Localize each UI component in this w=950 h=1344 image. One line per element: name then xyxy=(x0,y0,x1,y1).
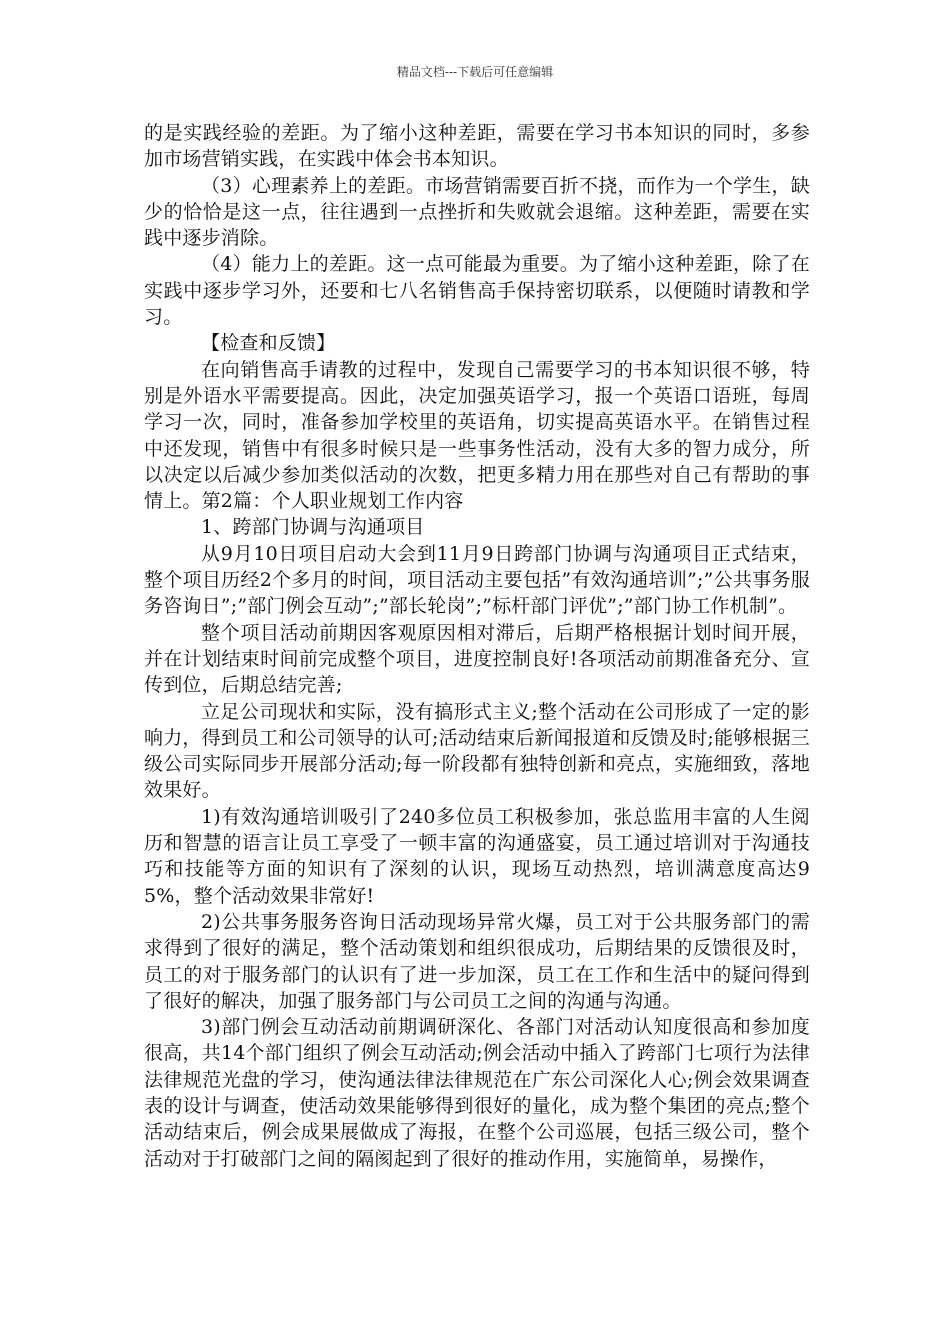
paragraph-project-overview: 从9月10日项目启动大会到11月9日跨部门协调与沟通项目正式结束，整个项目历经2个多月的时间，项目活动主要包括”有效沟通培训”;”公共事务服务咨询日”;”部门例会互动”;”部长轮岗”;”标杆部门评优”;”部门协工作机制”。 xyxy=(144,542,810,618)
page-header: 精品文档---下载后可任意编辑 xyxy=(396,65,554,79)
paragraph-project-progress: 整个项目活动前期因客观原因相对滞后，后期严格根据计划时间开展，并在计划结束时间前完成整个项目，进度控制良好!各项活动前期准备充分、宣传到位，后期总结完善; xyxy=(144,621,810,697)
section-heading-cross-department: 1、跨部门协调与沟通项目 xyxy=(201,516,425,539)
document-body xyxy=(144,120,810,1172)
paragraph-psychological-gap: （3）心理素养上的差距。市场营销需要百折不挠，而作为一个学生，缺少的恰恰是这一点，往往遇到一点挫折和失败就会退缩。这种差距，需要在实践中逐步消除。 xyxy=(144,174,810,250)
paragraph-ability-gap: （4）能力上的差距。这一点可能最为重要。为了缩小这种差距，除了在实践中逐步学习外，还要和七八名销售高手保持密切联系，以便随时请教和学习。 xyxy=(144,253,810,329)
paragraph-project-results: 立足公司现状和实际，没有搞形式主义;整个活动在公司形成了一定的影响力，得到员工和公司领导的认可;活动结束后新闻报道和反馈及时;能够根据三级公司实际同步开展部分活动;每一阶段都有独特创新和亮点，实施细致，落地效果好。 xyxy=(144,700,811,802)
paragraph-continuation: 的是实践经验的差距。为了缩小这种差距，需要在学习书本知识的同时，多参加市场营销实践，在实践中体会书本知识。 xyxy=(144,122,810,171)
paragraph-item-3: 3)部门例会互动活动前期调研深化、各部门对活动认知度很高和参加度很高，共14个部门组织了例会互动活动;例会活动中插入了跨部门七项行为法律法律规范光盘的学习，使沟通法律法律规范在广东公司深化人心;例会效果调查表的设计与调查，使活动效果能够得到很好的量化，成为整个集团的亮点;整个活动结束后，例会成果展做成了海报，在整个公司巡展，包括三级公司，整个活动对于打破部门之间的隔阂起到了很好的推动作用，实施简单，易操作， xyxy=(144,1016,810,1170)
section-heading-check-feedback: 【检查和反馈】 xyxy=(201,332,336,355)
paragraph-item-1: 1)有效沟通培训吸引了240多位员工积极参加，张总监用丰富的人生阅历和智慧的语言让员工享受了一顿丰富的沟通盛宴，员工通过培训对于沟通技巧和技能等方面的知识有了深刻的认识，现场互动热烈，培训满意度高达95%，整个活动效果非常好! xyxy=(144,805,810,907)
paragraph-feedback: 在向销售高手请教的过程中，发现自己需要学习的书本知识很不够，特别是外语水平需要提高。因此，决定加强英语学习，报一个英语口语班，每周学习一次，同时，准备参加学校里的英语角，切实提高英语水平。在销售过程中还发现，销售中有很多时候只是一些事务性活动，没有大多的智力成分，所以决定以后减少参加类似活动的次数，把更多精力用在那些对自己有帮助的事情上。第2篇：个人职业规划工作内容 xyxy=(144,358,810,513)
paragraph-item-2: 2)公共事务服务咨询日活动现场异常火爆，员工对于公共服务部门的需求得到了很好的满足，整个活动策划和组织很成功，后期结果的反馈很及时，员工的对于服务部门的认识有了进一步加深，员工在工作和生活中的疑问得到了很好的解决，加强了服务部门与公司员工之间的沟通与沟通。 xyxy=(144,910,810,1012)
